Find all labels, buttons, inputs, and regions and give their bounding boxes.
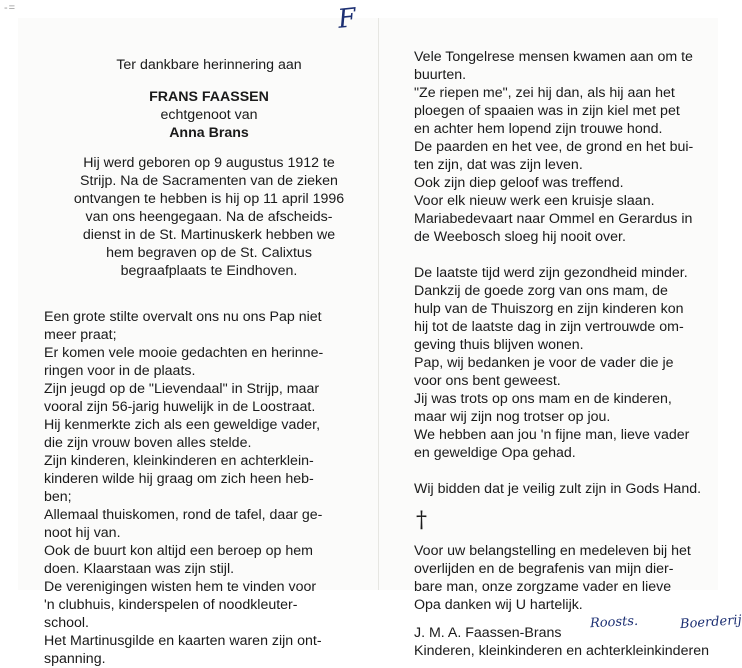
corner-mark: -=: [4, 2, 17, 14]
spouse-name: Anna Brans: [169, 125, 249, 141]
text-line: De laatste tijd werd zijn gezondheid minder.: [414, 265, 688, 281]
text-line: hij tot de laatste dag in zijn vertrouwde om-: [414, 319, 684, 335]
text-line: De paarden en het vee, de grond en het bui-: [414, 139, 694, 155]
text-line: Pap, wij bedanken je voor de vader die je: [414, 355, 674, 371]
biography: [72, 154, 346, 280]
text-line: Zijn jeugd op de "Lievendaal" in Strijp, maar: [44, 381, 320, 397]
text-line: Jij was trots op ons mam en de kinderen,: [414, 391, 672, 407]
text-line: meer praat;: [44, 327, 117, 343]
bio-line: begraafplaats te Eindhoven.: [120, 263, 298, 279]
bio-line: van ons heengegaan. Na de afscheids-: [85, 209, 333, 225]
text-line: doen. Klaarstaan was zijn stijl.: [44, 561, 235, 577]
text-line: Dankzij de goede zorg van ons mam, de: [414, 283, 668, 299]
text-line: en geweldige Opa gehad.: [414, 445, 576, 461]
text-line: Een grote stilte overvalt ons nu ons Pap niet: [44, 309, 322, 325]
text-line: buurten.: [414, 67, 467, 83]
bio-line: dienst in de St. Martinuskerk hebben we: [82, 227, 336, 243]
text-line: Voor elk nieuw werk een kruisje slaan.: [414, 193, 655, 209]
text-line: school.: [44, 615, 89, 631]
handwritten-f-mark: F: [336, 3, 358, 35]
bio-line: Hij werd geboren op 9 augustus 1912 te: [83, 155, 335, 171]
deceased-name: FRANS FAASSEN: [149, 89, 269, 105]
text-line: De verenigingen wisten hem te vinden voor: [44, 579, 317, 595]
text-line: de Weebosch sloeg hij nooit over.: [414, 229, 626, 245]
spacer: [414, 246, 696, 264]
spacer: [414, 462, 696, 480]
tribute-text: [44, 308, 346, 668]
left-page: [18, 18, 368, 667]
text-line: die zijn vrouw boven alles stelde.: [44, 435, 252, 451]
text-line: Zijn kinderen, kleinkinderen en achterklein-: [44, 453, 314, 469]
bio-line: Strijp. Na de Sacramenten van de zieken: [80, 173, 338, 189]
bio-line: ontvangen te hebben is hij op 11 april 1996: [73, 191, 345, 207]
signature-name: J. M. A. Faassen-Brans: [414, 625, 562, 641]
thanks-text: [414, 542, 696, 614]
memories-text: [414, 48, 696, 246]
handwritten-note-1: Roosts.: [589, 613, 639, 632]
cross-icon: †: [416, 508, 427, 533]
memorial-card: [4, 2, 742, 667]
text-line: 'n clubhuis, kinderspelen of noodkleuter-: [44, 597, 298, 613]
right-page: [368, 18, 742, 659]
text-line: en achter hem lopend zijn trouwe hond.: [414, 121, 663, 137]
text-line: maar wij zijn nog trotser op jou.: [414, 409, 611, 425]
intro-line: Ter dankbare herinnering aan: [116, 57, 302, 73]
text-line: ringen voor in de plaats.: [44, 363, 196, 379]
text-line: We hebben aan jou 'n fijne man, lieve vader: [414, 427, 690, 443]
prayer-text: Wij bidden dat je veilig zult zijn in Gods Hand.: [414, 481, 702, 497]
text-line: overlijden en de begrafenis van mijn dier-: [414, 561, 674, 577]
text-line: hulp van de Thuiszorg en zijn kinderen kon: [414, 301, 684, 317]
text-line: noot hij van.: [44, 525, 121, 541]
text-line: "Ze riepen me", zei hij dan, als hij aan het: [414, 85, 675, 101]
text-line: Allemaal thuiskomen, rond de tafel, daar ge-: [44, 507, 323, 523]
text-line: Hij kenmerkte zich als een geweldige vader,: [44, 417, 321, 433]
text-line: Opa danken wij U hartelijk.: [414, 597, 583, 613]
family-line: [414, 642, 709, 660]
signature-row: [414, 612, 742, 642]
text-line: Er komen vele mooie gedachten en herinne-: [44, 345, 324, 361]
text-line: Mariabedevaart naar Ommel en Gerardus in: [414, 211, 693, 227]
text-line: Ook zijn diep geloof was treffend.: [414, 175, 624, 191]
last-days-text: [414, 264, 696, 462]
text-line: ben;: [44, 489, 72, 505]
text-line: Ook de buurt kon altijd een beroep op hem: [44, 543, 313, 559]
text-line: Vele Tongelrese mensen kwamen aan om te: [414, 49, 693, 65]
text-line: spanning.: [44, 651, 106, 667]
text-line: ten zijn, dat was zijn leven.: [414, 157, 583, 173]
handwritten-note-2: Boerderij: [679, 612, 742, 633]
text-line: Het Martinusgilde en kaarten waren zijn ont-: [44, 633, 322, 649]
bio-line: hem begraven op de St. Calixtus: [106, 245, 312, 261]
family-text: Kinderen, kleinkinderen en achterkleinkinderen: [414, 643, 709, 659]
spacer: [414, 614, 696, 624]
text-line: kinderen wilde hij graag om zich heen heb-: [44, 471, 314, 487]
text-line: Voor uw belangstelling en medeleven bij het: [414, 543, 691, 559]
text-line: ploegen of spaaien was in zijn kiel met pet: [414, 103, 680, 119]
prayer-line: [414, 480, 702, 498]
text-line: geving thuis blijven wonen.: [414, 337, 584, 353]
spouse-label: echtgenoot van: [160, 107, 258, 123]
text-line: vooral zijn 56-jarig huwelijk in de Loostraat.: [44, 399, 316, 415]
text-line: bare man, onze zorgzame vader en lieve: [414, 579, 672, 595]
text-line: voor ons bent geweest.: [414, 373, 561, 389]
